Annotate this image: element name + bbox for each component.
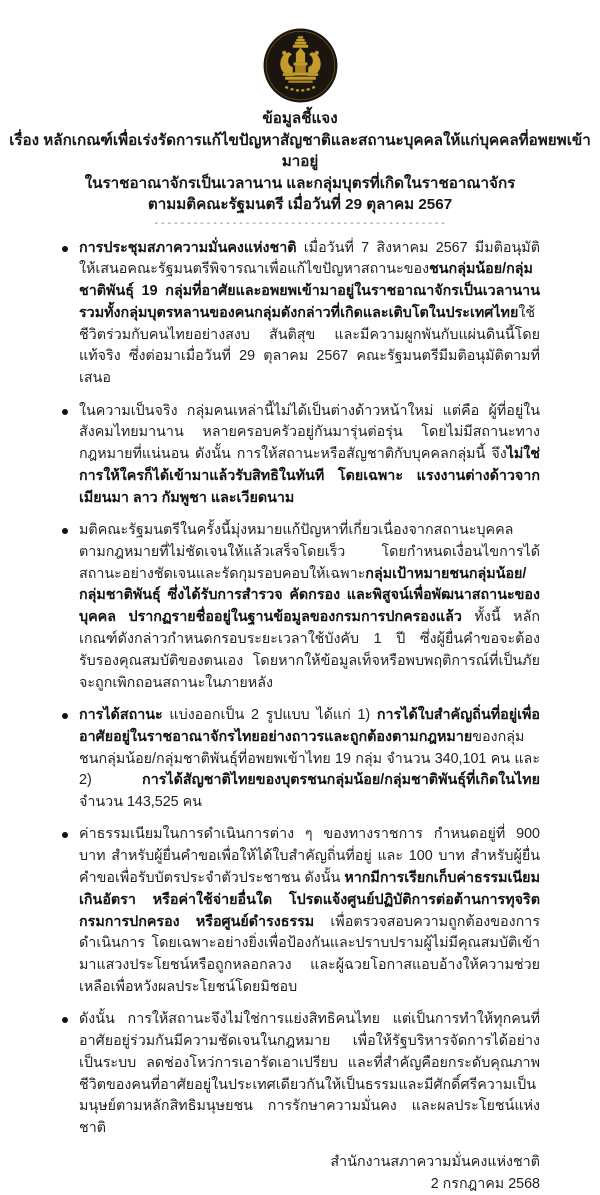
- text-segment: กลุ่มเป้าหมายชนกลุ่มน้อย/กลุ่มชาติพันธุ์ ซึ่งได้รับการสำรวจ คัดกรอง และพิสูจน์เพื่อพัฒนาสถานะของบุคคล ปรากฏรายชื่ออยู่ในฐานข้อมูลของกรมการปกครองแล้ว: [79, 565, 540, 626]
- bullet-icon: [62, 409, 68, 415]
- subject-line-3: ตามมติคณะรัฐมนตรี เมื่อวันที่ 29 ตุลาคม 2567: [147, 196, 453, 213]
- document-footer: [62, 1151, 540, 1195]
- text-segment: ใช้ชีวิตร่วมกับคนไทยอย่างสงบ สันติสุข และมีความผูกพันกับแผ่นดินนี้โดยแท้จริง ซึ่งต่อมาเมื่อวันที่ 29 ตุลาคม 2567 คณะรัฐมนตรีมีมติอนุมัติตามที่เสนอ: [79, 304, 540, 387]
- bullet-item-not-new-migrants: [62, 401, 540, 510]
- text-segment: ไม่ใช่การให้ใครก็ได้เข้ามาแล้วรับสิทธิในทันที โดยเฉพาะ แรงงานต่างด้าวจากเมียนมา ลาว กัมพูชา และเวียดนาม: [79, 446, 540, 506]
- bullet-item-status-types: [62, 705, 540, 814]
- text-segment: ของกลุ่มชนกลุ่มน้อย/กลุ่มชาติพันธุ์ที่อพยพเข้าไทย 19 กลุ่ม จำนวน 340,101 คน และ 2): [79, 728, 540, 789]
- bullet-item-nsc-meeting: [62, 238, 540, 391]
- text-segment: แบ่งออกเป็น 2 รูปแบบ ได้แก่ 1): [162, 706, 377, 723]
- text-segment: ในความเป็นจริง กลุ่มคนเหล่านี้ไม่ได้เป็นต่างด้าวหน้าใหม่ แต่คือ ผู้ที่อยู่ในสังคมไทยมานาน หลายครอบครัวอยู่กันมารุ่นต่อรุ่น โดยไม่มีสถานะทางกฎหมายที่แน่นอน ดังนั้น การให้สถานะหรือสัญชาติกับบุคคลกลุ่มนี้ จึง: [79, 402, 540, 463]
- document-body: [62, 238, 540, 1141]
- text-segment: จำนวน 143,525 คน: [79, 794, 202, 811]
- footer-date: 2 กรกฎาคม 2568: [430, 1175, 540, 1192]
- document-header: [0, 108, 600, 216]
- dashed-separator: ---------------------------------------------: [153, 217, 447, 229]
- bullet-icon: [62, 713, 68, 719]
- text-segment: การได้สถานะ: [79, 706, 163, 723]
- text-segment: เมื่อวันที่ 7 สิงหาคม 2567 มีมติอนุมัติให้เสนอคณะรัฐมนตรีพิจารณาเพื่อแก้ไขปัญหาสถานะของ: [79, 239, 540, 278]
- text-segment: การได้ใบสำคัญถิ่นที่อยู่เพื่ออาศัยอยู่ในราชอาณาจักรไทยอย่างถาวรและถูกต้องตามกฎหมาย: [79, 706, 540, 745]
- text-segment: ชนกลุ่มน้อย/กลุ่มชาติพันธุ์ 19 กลุ่มที่อาศัยและอพยพเข้ามาอยู่ในราชอาณาจักรเป็นเวลานาน รวมทั้งกลุ่มบุตรหลานของคนกลุ่มดังกล่าวที่เกิดและเติบโตในประเทศไทย: [79, 261, 540, 321]
- text-segment: เพื่อตรวจสอบความถูกต้องของการดำเนินการ โดยเฉพาะอย่างยิ่งเพื่อป้องกันและปราบปรามผู้ไม่มีคุณสมบัติเข้ามาแสวงประโยชน์หรือถูกหลอกลวง และผู้ฉวยโอกาสแอบอ้างให้ความช่วยเหลือเพื่อหวังผลประโยชน์โดยมิชอบ: [79, 913, 540, 995]
- text-segment: มติคณะรัฐมนตรีในครั้งนี้มุ่งหมายแก้ปัญหาที่เกี่ยวเนื่องจากสถานะบุคคลตามกฎหมายที่ไม่ชัดเจนให้แล้วเสร็จโดยเร็ว โดยกำหนดเงื่อนไขการได้สถานะอย่างชัดเจนและรัดกุมรอบคอบให้เฉพาะ: [79, 522, 540, 582]
- text-segment: ทั้งนี้ หลักเกณฑ์ดังกล่าวกำหนดกรอบระยะเวลาใช้บังคับ 1 ปี ซึ่งผู้ยื่นคำขอจะต้องรับรองคุณสมบัติของตนเอง โดยหากให้ข้อมูลเท็จหรือพบพฤติการณ์ที่เป็นภัยจะถูกเพิกถอนสถานะในภายหลัง: [79, 609, 541, 691]
- text-segment: หากมีการเรียกเก็บค่าธรรมเนียมเกินอัตรา หรือค่าใช้จ่ายอื่นใด โปรดแจ้งศูนย์ปฏิบัติการต่อต้านการทุจริต กรมการปกครอง หรือศูนย์ดำรงธรรม: [79, 870, 540, 930]
- bullet-icon: [62, 246, 68, 252]
- bullet-item-fees: [62, 824, 540, 998]
- text-segment: ค่าธรรมเนียมในการดำเนินการต่าง ๆ ของทางราชการ กำหนดอยู่ที่ 900 บาท สำหรับผู้ยื่นคำขอเพื่อให้ได้ใบสำคัญถิ่นที่อยู่ และ 100 บาท สำหรับผู้ยื่นคำขอเพื่อรับบัตรประจำตัวประชาชน ดังนั้น: [79, 826, 540, 887]
- page-title: ข้อมูลชี้แจง: [262, 110, 338, 127]
- subject-line-2: ในราชอาณาจักรเป็นเวลานาน และกลุ่มบุตรที่เกิดในราชอาณาจักร: [84, 174, 516, 192]
- subject-line-1: เรื่อง หลักเกณฑ์เพื่อเร่งรัดการแก้ไขปัญหาสัญชาติและสถานะบุคคลให้แก่บุคคลที่อพยพเข้ามาอยู่: [9, 131, 591, 170]
- bullet-icon: [62, 832, 68, 838]
- text-segment: การประชุมสภาความมั่นคงแห่งชาติ: [79, 239, 297, 256]
- bullet-list: [62, 238, 540, 1141]
- royal-thai-government-seal-icon: [262, 27, 339, 104]
- text-segment: การได้สัญชาติไทยของบุตรชนกลุ่มน้อย/กลุ่มชาติพันธุ์ที่เกิดในไทย: [142, 772, 540, 789]
- bullet-item-cabinet-resolution: [62, 520, 540, 694]
- bullet-icon: [62, 528, 68, 534]
- bullet-icon: [62, 1017, 68, 1023]
- footer-organization: สำนักงานสภาความมั่นคงแห่งชาติ: [330, 1153, 540, 1170]
- emblem-container: [0, 27, 600, 104]
- text-segment: ดังนั้น การให้สถานะจึงไม่ใช่การแย่งสิทธิคนไทย แต่เป็นการทำให้ทุกคนที่อาศัยอยู่ร่วมกันมีความชัดเจนในกฎหมาย เพื่อให้รัฐบริหารจัดการได้อย่างเป็นระบบ ลดช่องโหว่การเอารัดเอาเปรียบ และที่สำคัญคือยกระดับคุณภาพชีวิตของคนที่อาศัยอยู่ในประเทศเดียวกันให้เป็นธรรมและมีศักดิ์ศรีความเป็นมนุษย์ตามหลักสิทธิมนุษยชน การรักษาความมั่นคง และผลประโยชน์แห่งชาติ: [79, 1011, 540, 1137]
- bullet-item-conclusion: [62, 1009, 540, 1140]
